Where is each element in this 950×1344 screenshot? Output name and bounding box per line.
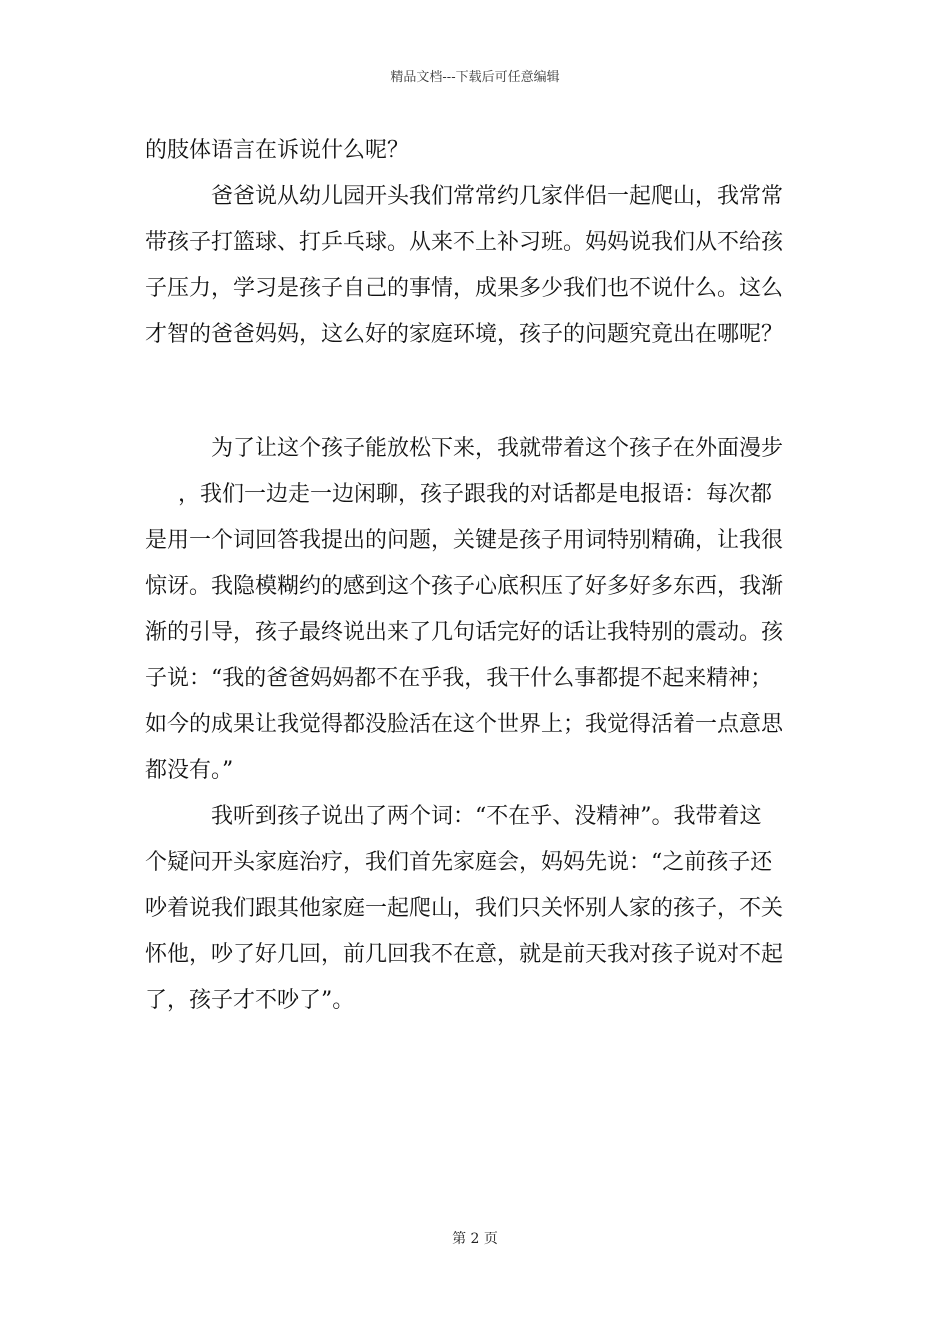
text-line: 为了让这个孩子能放松下来，我就带着这个孩子在外面漫步 [211, 436, 784, 461]
text-line: 爸爸说从幼儿园开头我们常常约几家伴侣一起爬山，我常常 [211, 184, 784, 209]
page-number: 第 2 页 [452, 1231, 498, 1247]
text-line: 怀他，吵了好几回，前几回我不在意，就是前天我对孩子说对不起 [145, 942, 784, 967]
text-line: 都没有。” [145, 758, 234, 783]
text-line: 子压力，学习是孩子自己的事情，成果多少我们也不说什么。这么 [145, 276, 784, 301]
text-line: 才智的爸爸妈妈，这么好的家庭环境，孩子的问题究竟出在哪呢？ [145, 322, 784, 347]
text-line: 子说：“我的爸爸妈妈都不在乎我，我干什么事都提不起来精神； [145, 666, 773, 691]
paragraph [145, 794, 805, 1024]
text-line: 惊讶。我隐模糊约的感到这个孩子心底积压了好多好多东西，我渐 [145, 574, 784, 599]
text-line: 带孩子打篮球、打乒乓球。从来不上补习班。妈妈说我们从不给孩 [145, 230, 784, 255]
document-body [145, 128, 805, 1024]
text-line: 是用一个词回答我提出的问题，关键是孩子用词特别精确，让我很 [145, 528, 784, 553]
text-line: 了，孩子才不吵了”。 [145, 988, 355, 1013]
text-line: 如今的成果让我觉得都没脸活在这个世界上；我觉得活着一点意思 [145, 712, 784, 737]
text-line: 吵着说我们跟其他家庭一起爬山，我们只关怀别人家的孩子，不关 [145, 896, 784, 921]
paragraph [145, 426, 805, 794]
text-line: 渐的引导，孩子最终说出来了几句话完好的话让我特别的震动。孩 [145, 620, 784, 645]
page-header: 精品文档---下载后可任意编辑 [390, 70, 560, 85]
text-line: 我听到孩子说出了两个词：“不在乎、没精神”。我带着这 [211, 804, 762, 829]
paragraph-gap [145, 358, 805, 426]
text-line: 个疑问开头家庭治疗，我们首先家庭会，妈妈先说：“之前孩子还 [145, 850, 773, 875]
paragraph [145, 174, 805, 358]
text-line: 的肢体语言在诉说什么呢？ [145, 138, 410, 163]
text-line: ，我们一边走一边闲聊，孩子跟我的对话都是电报语：每次都 [178, 482, 773, 507]
